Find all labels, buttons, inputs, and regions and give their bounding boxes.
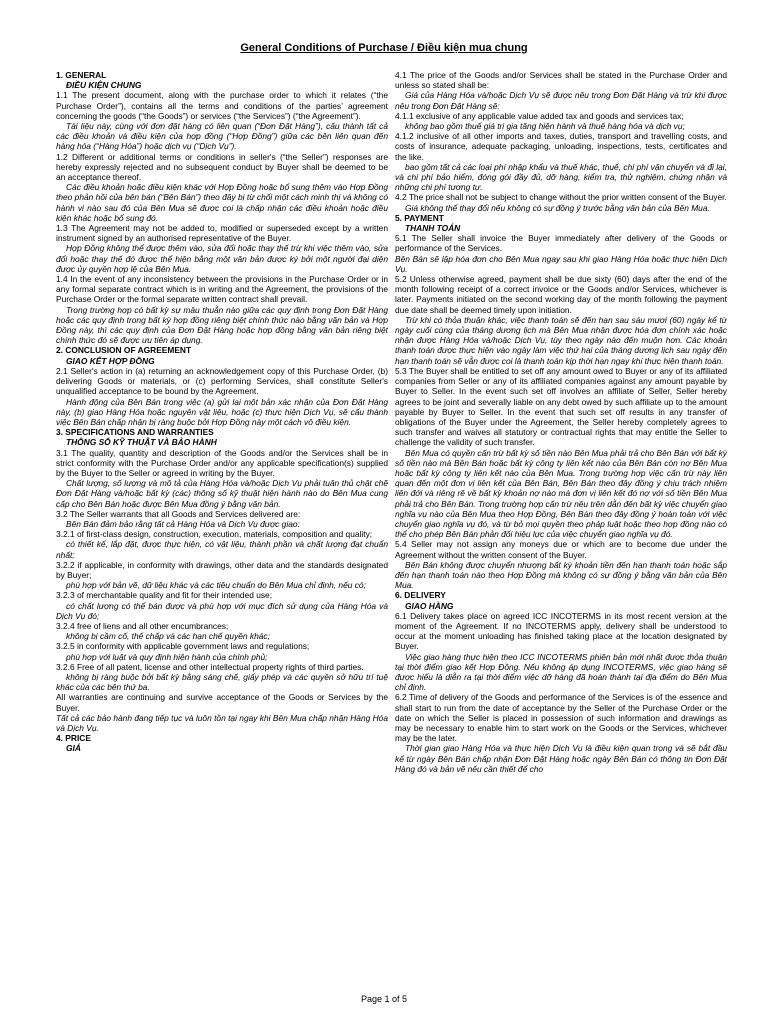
right-column xyxy=(395,70,727,958)
paragraph-vi: phù hợp với luật và quy định hiện hành của chính phủ; xyxy=(66,651,268,662)
paragraph-vi: Trong trường hợp có bất kỳ sự mâu thuẫn nào giữa các quy định trong Đơn Đặt Hàng hoặc các quy định trong bất kỳ hợp đồng riêng biệt chính thức nào bằng văn bản và Hợp Đồng này, thì các quy định của Đơn Đặt Hàng hoặc hợp đồng bằng văn bản riêng biệt chính thức đó sẽ được ưu tiên áp dụng. xyxy=(56,304,388,346)
section-heading-vi: GIAO KẾT HỢP ĐỒNG xyxy=(66,355,155,366)
paragraph-en: 3.2.1 of first-class design, construction, execution, materials, composition and quality; xyxy=(56,529,373,540)
paragraph-en: 3.1 The quality, quantity and description of the Goods and/or the Services shall be in strict conformity with the Purchase Order and/or any applicable specification(s) supplied by the Buyer to the Seller or agreed in writing by the Buyer. xyxy=(56,447,388,478)
paragraph-vi: Tài liệu này, cùng với đơn đặt hàng có liên quan (“Đơn Đặt Hàng”), cấu thành tất cả các điều khoản và điều kiện của hợp đồng (“Hợp Đồng”) giữa các bên liên quan đến hàng hóa (“Hàng Hóa”) hoặc dịch vụ (“Dịch Vụ”). xyxy=(56,121,388,152)
paragraph-vi: Bên Bán sẽ lập hóa đơn cho Bên Mua ngay sau khi giao Hàng Hóa hoặc thực hiện Dịch Vụ. xyxy=(395,253,727,274)
paragraph-en: 3.2.4 free of liens and all other encumbrances; xyxy=(56,620,229,631)
paragraph-en: 3.2.2 if applicable, in conformity with drawings, other data and the standards designated by Buyer; xyxy=(56,559,388,580)
paragraph-en: 3.2.3 of merchantable quality and fit for their intended use; xyxy=(56,590,273,601)
paragraph-vi: có thiết kế, lắp đặt, được thực hiện, có vật liệu, thành phần và chất lượng đạt chuẩn nhất; xyxy=(56,539,388,560)
paragraph-en: 5.2 Unless otherwise agreed, payment shall be due sixty (60) days after the end of the month following receipt of a correct invoice or the Goods and/or Services, whichever is later. Payments initiated on the second working day of the month following the payment due date shall be deemed timely upon initiation. xyxy=(395,274,727,315)
paragraph-vi: Giá của Hàng Hóa và/hoặc Dịch Vụ sẽ được nêu trong Đơn Đặt Hàng và trừ khi được nêu trong Đơn Đặt Hàng sẽ: xyxy=(395,90,727,111)
paragraph-en: 3.2.5 in conformity with applicable government laws and regulations; xyxy=(56,641,310,652)
paragraph-vi: Bên Bán đảm bảo rằng tất cả Hàng Hóa và Dịch Vụ được giao: xyxy=(66,518,300,529)
paragraph-en: 3.2 The Seller warrants that all Goods and Services delivered are: xyxy=(56,508,301,519)
section-heading: 1. GENERAL xyxy=(56,70,107,80)
paragraph-en: 1.4 In the event of any inconsistency between the provisions in the Purchase Order or in any formal separate contract which is in writing and the Agreement, the provisions of the Purchase Order or the formal separate written contract shall prevail. xyxy=(56,274,388,305)
paragraph-vi: không bị ràng buộc bởi bất kỳ bằng sáng chế, giấy phép và các quyền sở hữu trí tuệ khác của các bên thứ ba. xyxy=(56,671,388,693)
paragraph-vi: Trừ khi có thỏa thuận khác, việc thanh toán sẽ đến hạn sau sáu mươi (60) ngày kể từ ngày cuối cùng của tháng dương lịch mà Bên Mua nhận được hóa đơn chính xác hoặc nhận được Hàng Hóa và/hoặc Dịch Vụ, tùy theo ngày nào đến muộn hơn. Các khoản thanh toán được thực hiện vào ngày làm việc thứ hai của tháng dương lịch sau ngày đến hạn thanh toán sẽ vẫn được coi là thanh toán kịp thời hạn ngay khi thực hiện thanh toán. xyxy=(395,314,727,366)
section-heading-vi: GIAO HÀNG xyxy=(405,600,454,611)
paragraph-en: 1.2 Different or additional terms or conditions in seller's (“the Seller”) responses are hereby expressly rejected and no subsequent conduct by Buyer shall be deemed to be an acceptance thereof. xyxy=(56,151,388,183)
document-title: General Conditions of Purchase / Điều kiện mua chung xyxy=(240,42,528,54)
section-heading: 5. PAYMENT xyxy=(395,212,444,223)
paragraph-vi: Các điều khoản hoặc điều kiện khác với Hợp Đồng hoặc bổ sung thêm vào Hợp Đồng theo phản hồi của bên bán (“Bên Bán”) theo đây bị từ chối một cách minh thị và không có hành vi nào sau đó của Bên Mua sẽ được coi là chấp nhận các điều khoản hoặc điều kiện khác hoặc bổ sung đó. xyxy=(56,182,388,223)
paragraph-en: 1.1 The present document, along with the purchase order to which it relates (“the Purchase Order”), contains all the terms and conditions of the parties’ agreement concerning the goods (“the Goods”) or services (“the Services”) (“the Agreement”). xyxy=(56,90,388,121)
paragraph-vi: Giá không thể thay đổi nếu không có sự đồng ý trước bằng văn bản của Bên Mua. xyxy=(405,202,710,213)
paragraph-vi: phù hợp với bản vẽ, dữ liệu khác và các tiêu chuẩn do Bên Mua chỉ định, nếu có; xyxy=(66,580,366,591)
section-heading-vi: THÔNG SỐ KỸ THUẬT VÀ BẢO HÀNH xyxy=(66,437,217,448)
paragraph-vi: không bị cầm cố, thế chấp và các hạn chế quyền khác; xyxy=(66,631,270,642)
paragraph-en: 1.3 The Agreement may not be added to, modified or superseded except by a written instrument signed by an authorised representative of the Buyer. xyxy=(56,223,388,244)
section-heading: 4. PRICE xyxy=(56,733,91,744)
left-column xyxy=(56,70,388,958)
paragraph-en: 5.1 The Seller shall invoice the Buyer immediately after delivery of the Goods or performance of the Services. xyxy=(395,233,727,254)
paragraph-vi: bao gồm tất cả các loại phí nhập khẩu và thuế khác, thuế, chi phí vận chuyển và đi lại, và chi phí bảo hiểm, đóng gói đầy đủ, dỡ hàng, kiểm tra, thử nghiệm, chứng nhận và những chi phí tương tự. xyxy=(395,161,727,193)
paragraph-vi: Thời gian giao Hàng Hóa và thực hiện Dịch Vụ là điều kiện quan trọng và sẽ bắt đầu kể từ ngày Bên Bán chấp nhận Đơn Đặt Hàng hoặc ngày Bên Bán có thông tin Đơn Đặt Hàng đó và bản vẽ nếu cần thiết để cho xyxy=(395,743,727,774)
section-heading: 3. SPECIFICATIONS AND WARRANTIES xyxy=(56,427,214,438)
paragraph-en: 4.1 The price of the Goods and/or Services shall be stated in the Purchase Order and unless so stated shall be: xyxy=(395,70,727,91)
paragraph-en: 5.3 The Buyer shall be entitled to set off any amount owed to Buyer or any of its affiliated companies from Seller or any of its affiliated companies against any amount payable by Buyer to Seller. In the event such set off involves an affiliate of Seller, Seller hereby agrees to be joint and severally liable on any debt owed by such affiliate up to the amount payable by Buyer to Seller. In the event that such set off results in any transfer of obligations of the Buyer under the Agreement, the Seller hereby completely agrees to such transfer and waives all statutory or contractual rights that may entitle the Seller to challenge the validity of such transfer. xyxy=(395,365,727,448)
paragraph-vi: Hợp Đồng không thể được thêm vào, sửa đổi hoặc thay thế trừ khi việc thêm vào, sửa đổi hoặc thay thế đó được thể hiện bằng một văn bản được ký bởi một người đại diện được ủy quyền hợp lệ của Bên Mua. xyxy=(56,243,388,274)
section-heading-vi: ĐIỀU KIỆN CHUNG xyxy=(66,80,142,91)
paragraph-vi: Chất lượng, số lượng và mô tả của Hàng Hóa và/hoặc Dịch Vụ phải tuân thủ chặt chẽ Đơn Đặt Hàng và/hoặc bất kỳ (các) thông số kỹ thuật hiện hành nào do Bên Mua cung cấp cho Bên Bán hoặc được Bên Mua đồng ý bằng văn bản. xyxy=(56,478,388,509)
paragraph-vi: Bên Bán không được chuyển nhượng bất kỳ khoản tiền đến hạn thanh toán hoặc sắp đến hạn thanh toán nào theo Hợp Đồng mà không có sự đồng ý bằng văn bản của Bên Mua. xyxy=(395,559,727,591)
page-footer: Page 1 of 5 xyxy=(360,994,408,1004)
paragraph-en: 3.2.6 Free of all patent, license and other intellectual property rights of third parties. xyxy=(56,661,364,672)
paragraph-en: 5.4 Seller may not assign any moneys due or which are to become due under the Agreement without the written consent of the Buyer. xyxy=(395,539,727,560)
paragraph-vi: có chất lượng có thể bán được và phù hợp với mục đích sử dụng của Hàng Hóa và Dịch Vụ đó; xyxy=(56,600,388,621)
paragraph-en: 4.1.2 inclusive of all other imports and taxes, duties, transport and travelling costs, and costs of insurance, adequate packaging, unloading, inspections, tests, certificates and the like. xyxy=(395,131,727,162)
paragraph-vi: Hành động của Bên Bán trong việc (a) gửi lại một bản xác nhận của Đơn Đặt Hàng này, (b) giao Hàng Hóa hoặc nguyên vật liệu, hoặc (c) thực hiện Dịch Vụ, sẽ cấu thành việc Bên Bán chấp nhận bị ràng buộc bởi Hợp Đồng này một cách vô điều kiện. xyxy=(56,396,388,427)
section-heading-vi: THANH TOÁN xyxy=(405,223,461,234)
paragraph-vi: Tất cả các bảo hành đang tiếp tục và luôn tồn tại ngay khi Bên Mua chấp nhận Hàng Hóa và Dịch Vụ. xyxy=(56,712,388,733)
paragraph-en: 2.1 Seller's action in (a) returning an acknowledgement copy of this Purchase Order, (b) delivering Goods or materials, or (c) performing Services, shall constitute Seller's unqualified acceptance to be bound by the Agreement. xyxy=(56,365,388,397)
paragraph-en: 4.1.1 exclusive of any applicable value added tax and goods and services tax; xyxy=(395,110,684,121)
paragraph-en: 4.2 The price shall not be subject to change without the prior written consent of the Buyer. xyxy=(395,192,727,203)
section-heading: 2. CONCLUSION OF AGREEMENT xyxy=(56,345,192,356)
paragraph-vi: Bên Mua có quyền cấn trừ bất kỳ số tiền nào Bên Mua phải trả cho Bên Bán với bất kỳ số tiền nào mà Bên Bán hoặc bất kỳ công ty liên kết nào của Bên Bán còn nợ Bên Mua hoặc bất kỳ công ty liên kết nào của Bên Mua. Trong trường hợp việc cấn trừ này liên quan đến một đơn vị liên kết của Bên Bán, Bên Bán theo đây đồng ý chịu trách nhiệm liên đới và riêng rẽ về bất kỳ khoản nợ nào mà đơn vị liên kết đó nợ với số tiền Bên Mua phải trả cho Bên Bán. Trong trường hợp cấn trừ nêu trên dẫn đến bất kỳ việc chuyển giao nghĩa vụ nào của Bên Mua theo Hợp Đồng, Bên Bán theo đây đồng ý hoàn toàn với việc chuyển giao nghĩa vụ đó, và từ bỏ mọi quyền theo pháp luật hoặc theo hợp đồng nào có thể cho phép Bên Bán phản đối hiệu lực của việc chuyển giao nghĩa vụ đó. xyxy=(395,447,727,540)
paragraph-en: 6.1 Delivery takes place on agreed ICC INCOTERMS in its most recent version at the moment of the Agreement. If no INCOTERMS apply, delivery shall be understood to occur at the moment unloading has finished taking place at the location designated by Buyer. xyxy=(395,610,727,652)
paragraph-vi: Việc giao hàng thực hiện theo ICC INCOTERMS phiên bản mới nhất được thỏa thuận tại thời điểm giao kết Hợp Đồng. Nếu không áp dụng INCOTERMS, việc giao hàng sẽ được hiểu là diễn ra tại thời điểm việc dỡ hàng đã hoàn thành tại địa điểm do Bên Mua chỉ định. xyxy=(395,651,727,693)
paragraph-en: 6.2 Time of delivery of the Goods and performance of the Services is of the essence and shall start to run from the date of acceptance by the Seller of the Purchase Order or the date on which the Seller is placed in possession of such information and drawings as may be necessary to enable him to start work on the Goods or the Services, whichever may be the later. xyxy=(395,692,727,744)
paragraph-en: All warranties are continuing and survive acceptance of the Goods or Services by the Buyer. xyxy=(56,692,388,713)
section-heading-vi: GIÁ xyxy=(66,743,81,754)
section-heading: 6. DELIVERY xyxy=(395,590,446,601)
paragraph-vi: không bao gồm thuế giá trị gia tăng hiện hành và thuế hàng hóa và dịch vụ; xyxy=(405,121,685,132)
